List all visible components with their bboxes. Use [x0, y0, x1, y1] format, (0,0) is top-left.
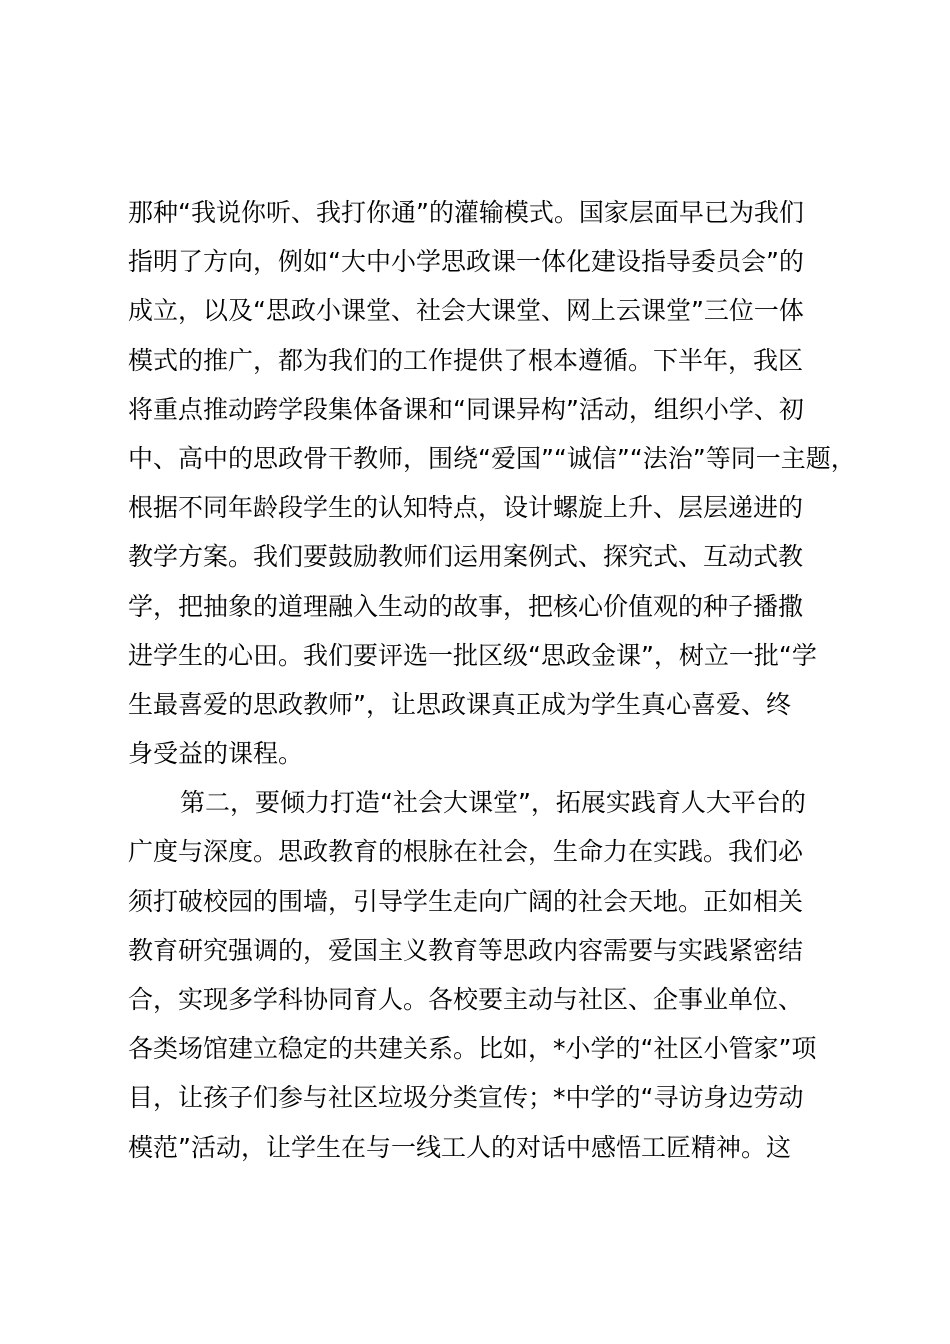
text-line: 模式的推广，都为我们的工作提供了根本遵循。下半年，我区	[128, 345, 804, 375]
text-line: 将重点推动跨学段集体备课和“同课异构”活动，组织小学、初	[128, 394, 804, 424]
text-line: 指明了方向，例如“大中小学思政课一体化建设指导委员会”的	[128, 247, 804, 277]
text-line: 身受益的课程。	[128, 739, 304, 769]
text-line: 模范”活动，让学生在与一线工人的对话中感悟工匠精神。这	[128, 1132, 791, 1162]
text-line: 学，把抽象的道理融入生动的故事，把核心价值观的种子播撒	[128, 591, 804, 621]
body-text	[128, 188, 858, 1172]
text-line: 成立，以及“思政小课堂、社会大课堂、网上云课堂”三位一体	[128, 296, 804, 326]
text-line: 广度与深度。思政教育的根脉在社会，生命力在实践。我们必	[128, 837, 804, 867]
text-line: 进学生的心田。我们要评选一批区级“思政金课”，树立一批“学	[128, 640, 817, 670]
text-line: 中、高中的思政骨干教师，围绕“爱国”“诚信”“法治”等同一主题，	[128, 443, 856, 473]
text-line: 根据不同年龄段学生的认知特点，设计螺旋上升、层层递进的	[128, 493, 804, 523]
text-line: 目，让孩子们参与社区垃圾分类宣传；*中学的“寻访身边劳动	[128, 1083, 804, 1113]
text-line: 须打破校园的围墙，引导学生走向广阔的社会天地。正如相关	[128, 886, 804, 916]
paragraph-start-line: 第二，要倾力打造“社会大课堂”，拓展实践育人大平台的	[180, 788, 806, 818]
text-line: 各类场馆建立稳定的共建关系。比如，*小学的“社区小管家”项	[128, 1034, 817, 1064]
text-line: 那种“我说你听、我打你通”的灌输模式。国家层面早已为我们	[128, 198, 804, 227]
text-line: 生最喜爱的思政教师”，让思政课真正成为学生真心喜爱、终	[128, 689, 791, 719]
text-line: 教育研究强调的，爱国主义教育等思政内容需要与实践紧密结	[128, 935, 804, 965]
text-line: 教学方案。我们要鼓励教师们运用案例式、探究式、互动式教	[128, 542, 804, 572]
text-line: 合，实现多学科协同育人。各校要主动与社区、企事业单位、	[128, 985, 804, 1014]
